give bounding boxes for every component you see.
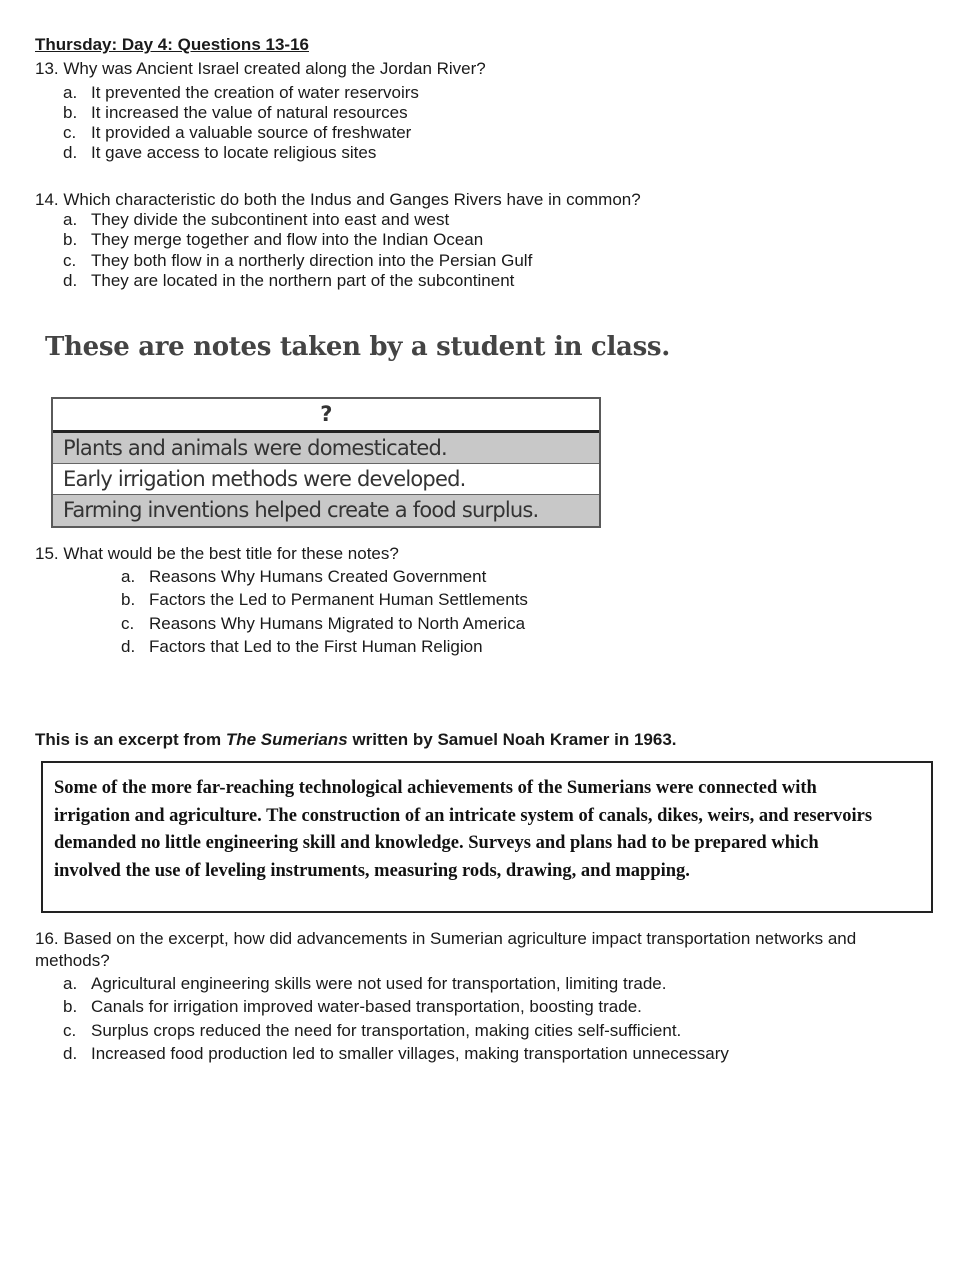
question-15-text: 15. What would be the best title for these notes? xyxy=(35,544,399,563)
question-13-text: 13. Why was Ancient Israel created along the Jordan River? xyxy=(35,59,486,78)
option-text: Canals for irrigation improved water-based transportation, boosting trade. xyxy=(91,997,642,1016)
excerpt-line: irrigation and agriculture. The construction of an intricate system of canals, dikes, weirs, and reservoirs xyxy=(54,805,873,826)
excerpt-line: Some of the more far-reaching technological achievements of the Sumerians were connected with xyxy=(54,778,817,798)
option-letter: a. xyxy=(121,567,136,586)
option-text: Agricultural engineering skills were not used for transportation, limiting trade. xyxy=(91,974,667,993)
q16-option-b[interactable] xyxy=(63,997,642,1017)
option-letter: b. xyxy=(121,590,136,609)
option-letter: d. xyxy=(63,1044,78,1063)
option-text: They divide the subcontinent into east and west xyxy=(91,210,450,229)
option-letter: a. xyxy=(63,83,78,102)
notes-title: These are notes taken by a student in class. xyxy=(45,332,671,362)
page-heading: Thursday: Day 4: Questions 13-16 xyxy=(35,35,309,54)
q13-option-c[interactable] xyxy=(63,123,411,143)
option-letter: d. xyxy=(121,637,136,656)
option-letter: a. xyxy=(63,974,78,993)
option-text: Factors that Led to the First Human Religion xyxy=(149,637,483,656)
option-letter: b. xyxy=(63,997,78,1016)
q14-option-d[interactable] xyxy=(63,271,514,291)
option-text: They merge together and flow into the Indian Ocean xyxy=(91,230,484,249)
excerpt-intro-before: This is an excerpt from xyxy=(35,730,226,749)
q15-option-c[interactable] xyxy=(121,614,525,634)
q15-option-d[interactable] xyxy=(121,637,483,657)
excerpt-intro-after: written by Samuel Noah Kramer in 1963. xyxy=(347,730,677,749)
notes-table-row: Plants and animals were domesticated. xyxy=(53,433,599,464)
q14-option-a[interactable] xyxy=(63,210,449,230)
option-text: They both flow in a northerly direction into the Persian Gulf xyxy=(91,251,533,270)
option-text: It increased the value of natural resources xyxy=(91,103,408,122)
option-text: It provided a valuable source of freshwater xyxy=(91,123,412,142)
q13-option-d[interactable] xyxy=(63,143,376,163)
option-text: It gave access to locate religious sites xyxy=(91,143,377,162)
option-text: Reasons Why Humans Created Government xyxy=(149,567,487,586)
option-letter: c. xyxy=(63,123,77,142)
excerpt-line: demanded no little engineering skill and knowledge. Surveys and plans had to be prepared which xyxy=(54,833,819,853)
option-letter: a. xyxy=(63,210,78,229)
option-letter: d. xyxy=(63,271,78,290)
option-letter: c. xyxy=(63,1021,77,1040)
notes-table-row: Farming inventions helped create a food surplus. xyxy=(53,495,599,526)
option-letter: d. xyxy=(63,143,78,162)
option-text: Reasons Why Humans Migrated to North America xyxy=(149,614,526,633)
q16-option-d[interactable] xyxy=(63,1044,729,1064)
q16-option-c[interactable] xyxy=(63,1021,681,1041)
excerpt-line: involved the use of leveling instruments, measuring rods, drawing, and mapping. xyxy=(54,860,690,881)
option-text: Factors the Led to Permanent Human Settlements xyxy=(149,590,528,609)
option-letter: b. xyxy=(63,103,78,122)
option-letter: c. xyxy=(63,251,77,270)
notes-table xyxy=(51,397,601,528)
option-letter: c. xyxy=(121,614,135,633)
q15-option-a[interactable] xyxy=(121,567,486,587)
excerpt-box xyxy=(41,761,933,913)
option-text: Increased food production led to smaller villages, making transportation unnecessary xyxy=(91,1044,729,1063)
option-text: It prevented the creation of water reservoirs xyxy=(91,83,419,102)
notes-table-header: ? xyxy=(53,399,599,433)
option-text: Surplus crops reduced the need for transportation, making cities self-sufficient. xyxy=(91,1021,682,1040)
excerpt-book-title: The Sumerians xyxy=(225,730,348,749)
option-text: They are located in the northern part of the subcontinent xyxy=(91,271,515,290)
question-16-text: 16. Based on the excerpt, how did advancements in Sumerian agriculture impact transportation networks and methods? xyxy=(35,929,857,970)
q14-option-c[interactable] xyxy=(63,251,532,271)
q14-option-b[interactable] xyxy=(63,230,483,250)
question-14-text: 14. Which characteristic do both the Indus and Ganges Rivers have in common? xyxy=(35,190,641,209)
option-letter: b. xyxy=(63,230,78,249)
excerpt-intro xyxy=(35,730,677,750)
q13-option-a[interactable] xyxy=(63,83,419,103)
q15-option-b[interactable] xyxy=(121,590,528,610)
q13-option-b[interactable] xyxy=(63,103,408,123)
q16-option-a[interactable] xyxy=(63,974,666,994)
notes-table-row: Early irrigation methods were developed. xyxy=(53,464,599,495)
